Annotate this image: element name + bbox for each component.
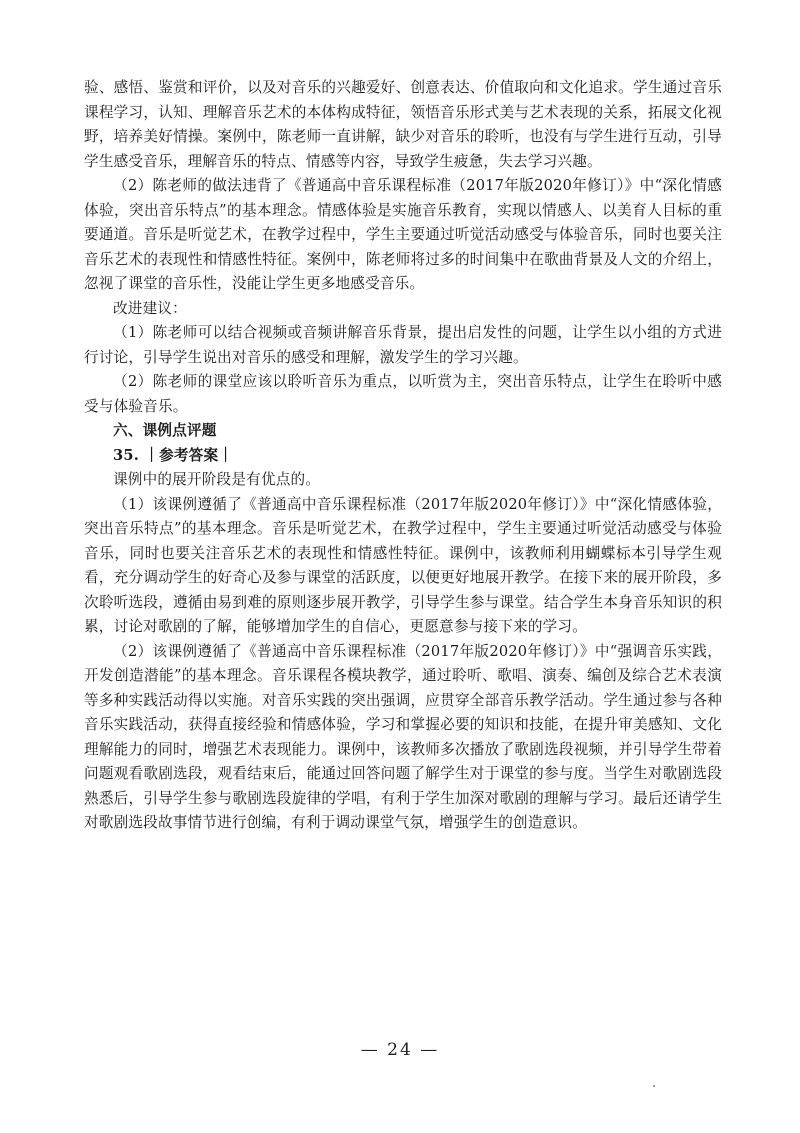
scan-speck [653,1085,655,1087]
section-heading: 六、课例点评题 [113,422,217,439]
document-body [84,76,722,836]
paragraph: （2）陈老师的做法违背了《普通高中音乐课程标准（2017年版2020年修订）》中“深化情感体验，突出音乐特点”的基本理念。情感体验是实施音乐教育，实现以情感人、以美育人目标的重要通道。音乐是听觉艺术，在教学过程中，学生主要通过听觉活动感受与体验音乐，同时也要关注音乐艺术的表现性和情感性特征。案例中，陈老师将过多的时间集中在歌曲背景及人文的介绍上，忽视了课堂的音乐性，没能让学生更多地感受音乐。 [84,177,722,292]
paragraph: 验、感悟、鉴赏和评价，以及对音乐的兴趣爱好、创意表达、价值取向和文化追求。学生通过音乐课程学习，认知、理解音乐艺术的本体构成特征，领悟音乐形式美与艺术表现的关系，拓展文化视野，培养美好情操。案例中，陈老师一直讲解，缺少对音乐的聆听，也没有与学生进行互动，引导学生感受音乐，理解音乐的特点、情感等内容，导致学生疲惫，失去学习兴趣。 [84,79,722,170]
page-number: — 24 — [360,1040,440,1060]
paragraph: （1）该课例遵循了《普通高中音乐课程标准（2017年版2020年修订）》中“深化情感体验，突出音乐特点”的基本理念。音乐是听觉艺术，在教学过程中，学生主要通过听觉活动感受与体验音乐，同时也要关注音乐艺术的表现性和情感性特征。课例中，该教师利用蝴蝶标本引导学生观看，充分调动学生的好奇心及参与课堂的活跃度，以便更好地展开教学。在接下来的展开阶段，多次聆听选段，遵循由易到难的原则逐步展开教学，引导学生参与课堂。结合学生本身音乐知识的积累，讨论对歌剧的了解，能够增加学生的自信心，更愿意参与接下来的学习。 [84,495,722,635]
paragraph: 改进建议： [113,299,187,317]
paragraph: （2）该课例遵循了《普通高中音乐课程标准（2017年版2020年修订）》中“强调音乐实践，开发创造潜能”的基本理念。音乐课程各模块教学，通过聆听、歌唱、演奏、编创及综合艺术表演等多种实践活动得以实施。对音乐实践的突出强调，应贯穿全部音乐教学活动。学生通过参与各种音乐实践活动，获得直接经验和情感体验，学习和掌握必要的知识和技能，在提升审美感知、文化理解能力的同时，增强艺术表现能力。课例中，该教师多次播放了歌剧选段视频，并引导学生带着问题观看歌剧选段，观看结束后，能通过回答问题了解学生对于课堂的参与度。当学生对歌剧选段熟悉后，引导学生参与歌剧选段旋律的学唱，有利于学生加深对歌剧的理解与学习。最后还请学生对歌剧选段故事情节进行创编，有利于调动课堂气氛，增强学生的创造意识。 [84,642,722,831]
paragraph: （1）陈老师可以结合视频或音频讲解音乐背景，提出启发性的问题，让学生以小组的方式进行讨论，引导学生说出对音乐的感受和理解，激发学生的学习兴趣。 [84,324,722,366]
paragraph: 课例中的展开阶段是有优点的。 [113,471,321,488]
paragraph: （2）陈老师的课堂应该以聆听音乐为重点，以听赏为主，突出音乐特点，让学生在聆听中感受与体验音乐。 [84,373,722,415]
question-heading: 35. ｜参考答案｜ [113,446,234,464]
